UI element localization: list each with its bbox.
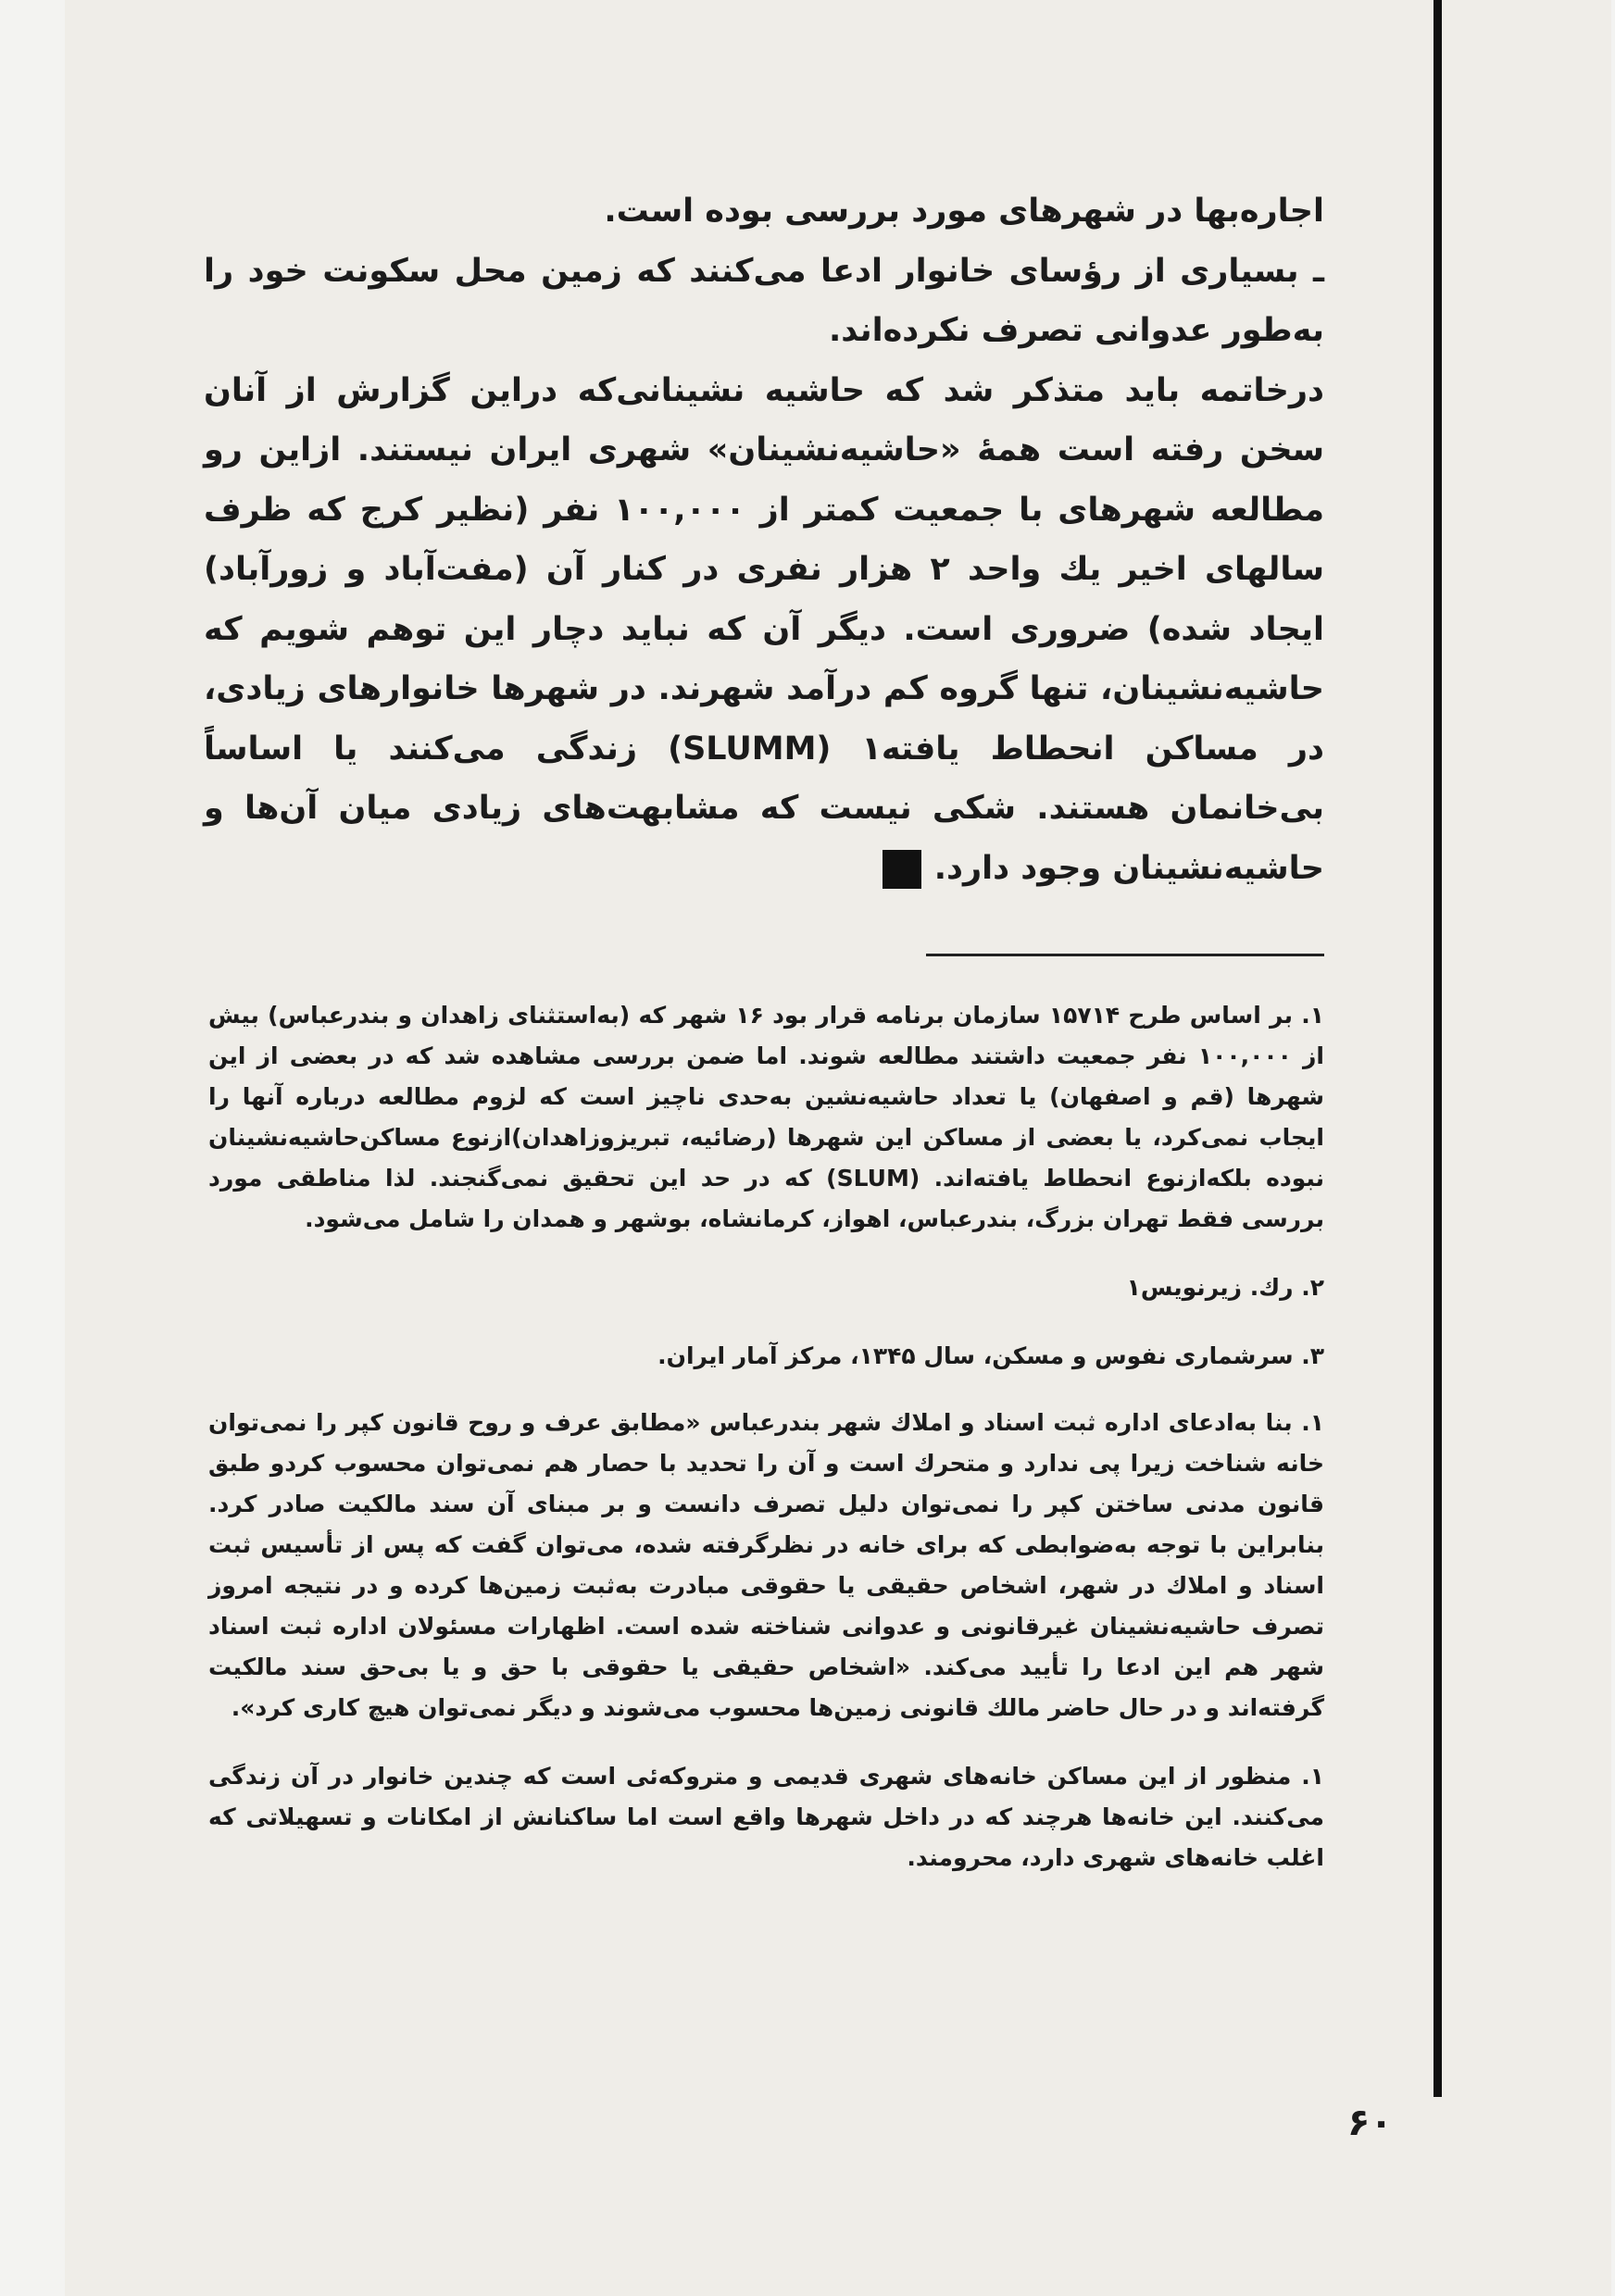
- footnote-5: ۱. منظور از این مساکن خانه‌های شهری قدیمی و متروکه‌ئی است که چندین خانوار در آن زندگی می‌کنند. این خانه‌ها هرچند که در داخل شهرها واقع است اما ساکنانش از امکانات و تسهیلاتی که اغلب خانه‌های شهری دارد، محرومند.: [208, 1763, 1324, 1871]
- main-paragraph-3: [204, 361, 1324, 899]
- footnote-separator: [926, 954, 1324, 956]
- footnote-3: ۳. سرشماری نفوس و مسکن، سال ۱۳۴۵، مرکز آمار ایران.: [657, 1342, 1324, 1369]
- main-paragraph-3-text: درخاتمه باید متذکر شد که حاشیه نشینانی‌که دراین گزارش از آنان سخن رفته است همهٔ «حاشیه‌نشینان» شهری ایران نیستند. ازاین رو مطالعه شهرهای با جمعیت کمتر از ۱۰۰,۰۰۰ نفر (نظیر کرج که ظرف سالهای اخیر یك واحد ۲ هزار نفری در کنار آن (مفت‌آباد و زورآباد) ایجاد شده) ضروری است. دیگر آن که نباید دچار این توهم شویم که حاشیه‌نشینان، تنها گروه کم درآمد شهرند. در شهرها خانوارهای زیادی، در مساکن انحطاط یافته۱ (SLUMM) زندگی می‌کنند یا اساساً بی‌خانمان هستند. شکی نیست که مشابهت‌های زیادی میان آن‌ها و حاشیه‌نشینان وجود دارد.: [204, 371, 1325, 887]
- vertical-rule: [1433, 0, 1442, 2097]
- footnote-1: ۱. بر اساس طرح ۱۵۷۱۴ سازمان برنامه قرار بود ۱۶ شهر که (به‌استثنای زاهدان و بندرعباس) بیش از ۱۰۰,۰۰۰ نفر جمعیت داشتند مطالعه شوند. اما ضمن بررسی مشاهده شد که در بعضی از این شهرها (قم و اصفهان) یا تعداد حاشیه‌نشین به‌حدی ناچیز است که لزوم مطالعه درباره آنها را ایجاب نمی‌کرد، یا بعضی از مساکن این شهرها (رضائیه، تبریزوزاهدان)ازنوع مساکن‌حاشیه‌نشینان نبوده بلکه‌ازنوع انحطاط یافته‌اند. (SLUM) که در حد این تحقیق نمی‌گنجند. لذا مناطقی مورد بررسی فقط تهران بزرگ، بندرعباس، اهواز، کرمانشاه، بوشهر و همدان را شامل می‌شود.: [208, 1002, 1325, 1232]
- page-number: ۶۰: [1347, 2102, 1393, 2144]
- main-text: [204, 181, 1324, 898]
- main-paragraph-2: ـ بسیاری از رؤسای خانوار ادعا می‌کنند که زمین محل سکونت خود را به‌طور عدوانی تصرف نکرده‌اند.: [204, 252, 1324, 349]
- footnote-4: ۱. بنا به‌ادعای اداره ثبت اسناد و املاك شهر بندرعباس «مطابق عرف و روح قانون کپر را نمی‌توان خانه شناخت زیرا پی ندارد و متحرك است و آن را تحدید با حصار هم نمی‌توان محسوب کردو طبق قانون مدنی ساختن کپر را نمی‌توان دلیل تصرف دانست و بر مبنای آن سند مالکیت صادر کرد. بنابراین با توجه به‌ضوابطی که برای خانه در نظرگرفته شده، می‌توان گفت که پس از تأسیس ثبت اسناد و املاك در شهر، اشخاص حقیقی یا حقوقی مبادرت به‌ثبت زمین‌ها کرده و در نتیجه امروز تصرف حاشیه‌نشینان غیرقانونی و عدوانی شناخته شده است. اظهارات مسئولان اداره ثبت اسناد شهر هم این ادعا را تأیید می‌کند. «اشخاص حقیقی یا حقوقی با حق و یا بی‌حق سند مالکیت گرفته‌اند و در حال حاضر مالك قانونی زمین‌ها محسوب می‌شوند و دیگر نمی‌توان هیچ کاری کرد».: [208, 1409, 1324, 1721]
- main-paragraph-1: اجاره‌بها در شهرهای مورد بررسی بوده است.: [604, 193, 1324, 230]
- footnote-2: ۲. رك. زیرنویس۱: [1126, 1274, 1324, 1301]
- end-of-section-square: [883, 850, 921, 889]
- footnotes: [208, 995, 1324, 1878]
